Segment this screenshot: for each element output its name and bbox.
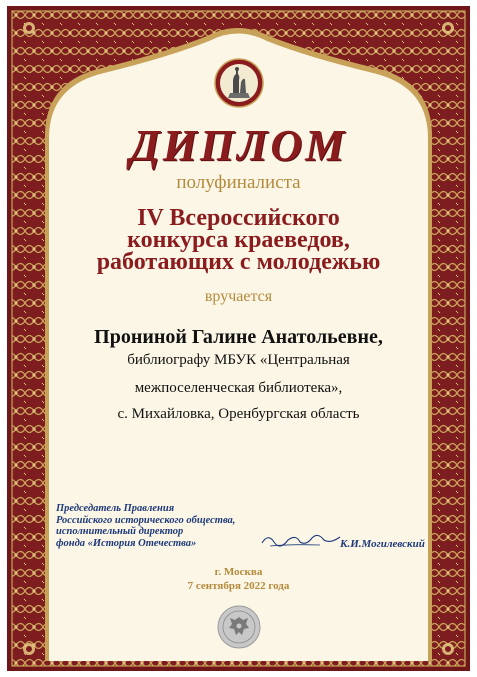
handwritten-signature-icon bbox=[260, 528, 342, 550]
contest-line: работающих с молодежью bbox=[96, 249, 381, 275]
awarded-label: вручается bbox=[204, 288, 273, 305]
contest-line: конкурса краеведов, bbox=[127, 227, 350, 253]
signer-line: Председатель Правления bbox=[56, 503, 175, 514]
signer-line: Российского исторического общества, bbox=[56, 514, 236, 526]
recipient-name: Прониной Галине Анатольевне, bbox=[94, 326, 383, 348]
contest-line: IV Всероссийского bbox=[137, 205, 340, 231]
signer-line: фонда «История Отечества» bbox=[56, 537, 197, 549]
signer-title bbox=[56, 503, 256, 549]
diploma-subtitle: полуфиналиста bbox=[176, 172, 301, 193]
signer-line: исполнительный директор bbox=[56, 526, 184, 537]
double-headed-eagle-seal-icon bbox=[217, 605, 261, 649]
recipient-detail: библиографу МБУК «Центральная bbox=[127, 352, 350, 368]
recipient-detail: межпоселенческая библиотека», bbox=[134, 380, 343, 396]
signer-name: К.И.Могилевский bbox=[340, 538, 425, 550]
recipient-detail: с. Михайловка, Оренбургская область bbox=[117, 406, 360, 422]
issue-date: 7 сентября 2022 года bbox=[187, 580, 290, 592]
diploma-title: ДИПЛОМ bbox=[129, 121, 348, 170]
issue-city: г. Москва bbox=[214, 566, 263, 578]
contest-name bbox=[0, 207, 477, 273]
